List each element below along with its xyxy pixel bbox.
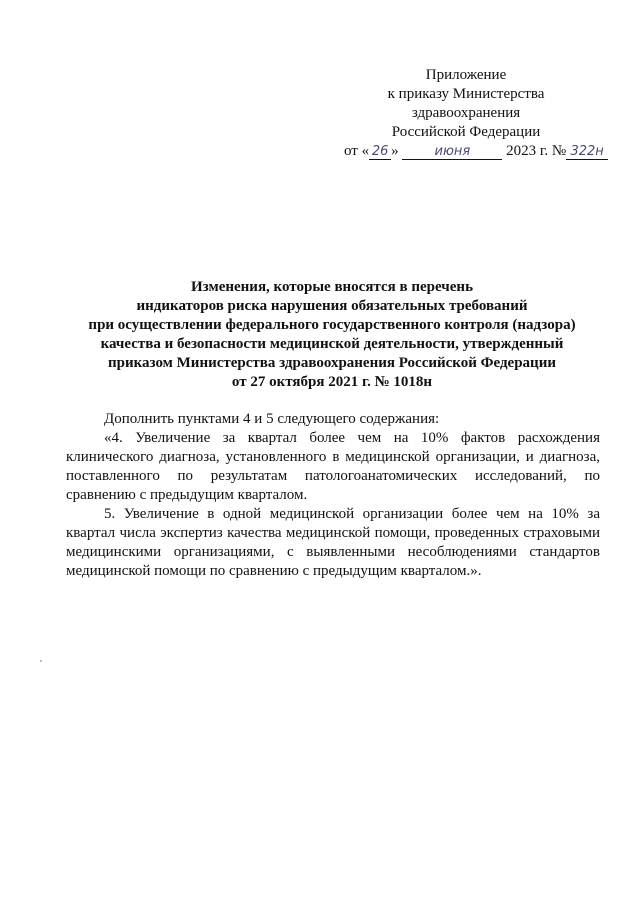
intro-paragraph: Дополнить пунктами 4 и 5 следующего содержания:	[104, 411, 440, 427]
appendix-title: Приложение	[425, 67, 507, 83]
appendix-federation: Российской Федерации	[391, 124, 541, 140]
date-prefix: от «	[344, 143, 370, 159]
date-year: 2023 г. №	[506, 143, 567, 159]
order-number-handwritten: 322н	[566, 144, 608, 160]
appendix-block	[330, 66, 602, 161]
heading-line: качества и безопасности медицинской деятельности, утвержденный	[100, 336, 564, 352]
heading-line: приказом Министерства здравоохранения Российской Федерации	[107, 355, 556, 371]
heading-line: от 27 октября 2021 г. № 1018н	[231, 374, 433, 390]
item-4-paragraph: «4. Увеличение за квартал более чем на 10% фактов расхождения клинического диагноза, установленного в медицинской организации, и диагноза, поставленного по результатам патологоанатомических исследований, по сравнению с предыдущим кварталом.	[66, 430, 600, 503]
date-day-handwritten: 26	[369, 144, 391, 160]
scan-speck	[40, 660, 42, 662]
heading-line: индикаторов риска нарушения обязательных требований	[136, 298, 528, 314]
date-month-handwritten: июня	[402, 144, 502, 160]
heading-line: при осуществлении федерального государственного контроля (надзора)	[88, 317, 576, 333]
date-mid: »	[391, 143, 399, 159]
document-body	[66, 410, 600, 581]
appendix-order-ref: к приказу Министерства	[387, 86, 545, 102]
appendix-ministry: здравоохранения	[411, 105, 521, 121]
item-5-paragraph: 5. Увеличение в одной медицинской организации более чем на 10% за квартал числа экспертиз качества медицинской помощи, проведенных страховыми медицинскими организациями, с выявленными несоблюдениями стандартов медицинской помощи по сравнению с предыдущим кварталом.».	[66, 506, 600, 579]
heading-line: Изменения, которые вносятся в перечень	[191, 279, 473, 295]
appendix-date-line	[330, 142, 602, 161]
document-heading	[60, 278, 604, 392]
